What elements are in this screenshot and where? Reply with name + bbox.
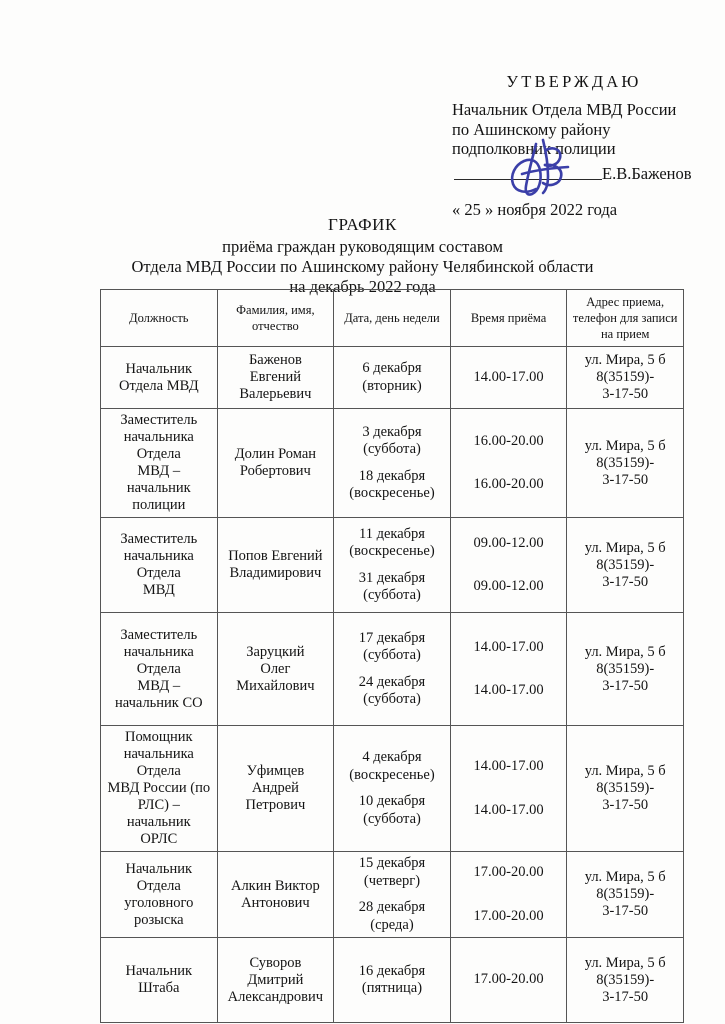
cell-address: ул. Мира, 5 б 8(35159)- 3-17-50 [567, 726, 684, 852]
table-row [101, 347, 684, 409]
cell-times: 14.00-17.00 [450, 347, 567, 409]
title-subline-1: приёма граждан руководящим составом [222, 237, 503, 256]
column-header-address: Адрес приема, телефон для записи на прием [567, 290, 684, 347]
page-title: ГРАФИК [328, 215, 397, 234]
approval-line-3: подполковник полиции [452, 139, 616, 158]
column-header-date: Дата, день недели [334, 290, 451, 347]
table-row [101, 518, 684, 613]
table-row [101, 726, 684, 852]
cell-address: ул. Мира, 5 б 8(35159)- 3-17-50 [567, 613, 684, 726]
cell-post: Помощник начальника Отдела МВД России (по РЛС) – начальник ОРЛС [101, 726, 218, 852]
signatory-name: Е.В.Баженов [602, 163, 692, 183]
cell-fullname: Заруцкий Олег Михайлович [217, 613, 334, 726]
cell-dates: 11 декабря (воскресенье) 31 декабря (суббота) [334, 518, 451, 613]
column-header-fullname: Фамилия, имя, отчество [217, 290, 334, 347]
cell-times: 14.00-17.00 14.00-17.00 [450, 726, 567, 852]
cell-dates: 4 декабря (воскресенье) 10 декабря (суббота) [334, 726, 451, 852]
cell-dates: 17 декабря (суббота) 24 декабря (суббота) [334, 613, 451, 726]
approval-date: « 25 » ноября 2022 года [452, 199, 618, 219]
table-row [101, 938, 684, 1023]
title-subline-2: Отдела МВД России по Ашинскому району Челябинской области [131, 257, 594, 276]
approval-line-2: по Ашинскому району [452, 119, 611, 139]
approval-line-1: Начальник Отдела МВД России [452, 100, 677, 119]
signature-row [452, 162, 714, 188]
cell-post: Начальник Отдела уголовного розыска [101, 852, 218, 938]
approval-block [452, 72, 714, 220]
cell-fullname: Попов Евгений Владимирович [217, 518, 334, 613]
cell-times: 17.00-20.00 17.00-20.00 [450, 852, 567, 938]
cell-post: Заместитель начальника Отдела МВД – начальник полиции [101, 409, 218, 518]
schedule-table-wrapper [100, 289, 684, 1023]
table-row [101, 409, 684, 518]
table-body [101, 347, 684, 1023]
cell-times: 14.00-17.00 14.00-17.00 [450, 613, 567, 726]
cell-address: ул. Мира, 5 б 8(35159)- 3-17-50 [567, 347, 684, 409]
cell-post: Заместитель начальника Отдела МВД [101, 518, 218, 613]
table-row [101, 852, 684, 938]
cell-address: ул. Мира, 5 б 8(35159)- 3-17-50 [567, 409, 684, 518]
cell-dates: 6 декабря (вторник) [334, 347, 451, 409]
signature-line [454, 179, 602, 180]
cell-dates: 3 декабря (суббота) 18 декабря (воскресенье) [334, 409, 451, 518]
approval-heading: УТВЕРЖДАЮ [506, 72, 642, 91]
cell-times: 09.00-12.00 09.00-12.00 [450, 518, 567, 613]
table-header [101, 290, 684, 347]
title-subline-3: на декабрь 2022 года [289, 277, 436, 296]
cell-fullname: Долин Роман Робертович [217, 409, 334, 518]
cell-address: ул. Мира, 5 б 8(35159)- 3-17-50 [567, 852, 684, 938]
table-row [101, 613, 684, 726]
cell-fullname: Суворов Дмитрий Александрович [217, 938, 334, 1023]
table-header-row [101, 290, 684, 347]
cell-post: Начальник Штаба [101, 938, 218, 1023]
cell-address: ул. Мира, 5 б 8(35159)- 3-17-50 [567, 938, 684, 1023]
document-title-block [0, 215, 725, 297]
cell-fullname: Баженов Евгений Валерьевич [217, 347, 334, 409]
cell-post: Заместитель начальника Отдела МВД – начальник СО [101, 613, 218, 726]
cell-times: 16.00-20.00 16.00-20.00 [450, 409, 567, 518]
column-header-time: Время приёма [450, 290, 567, 347]
cell-dates: 15 декабря (четверг) 28 декабря (среда) [334, 852, 451, 938]
column-header-post: Должность [101, 290, 218, 347]
cell-fullname: Уфимцев Андрей Петрович [217, 726, 334, 852]
cell-times: 17.00-20.00 [450, 938, 567, 1023]
cell-fullname: Алкин Виктор Антонович [217, 852, 334, 938]
cell-post: Начальник Отдела МВД [101, 347, 218, 409]
reception-schedule-table [100, 289, 684, 1023]
cell-address: ул. Мира, 5 б 8(35159)- 3-17-50 [567, 518, 684, 613]
cell-dates: 16 декабря (пятница) [334, 938, 451, 1023]
